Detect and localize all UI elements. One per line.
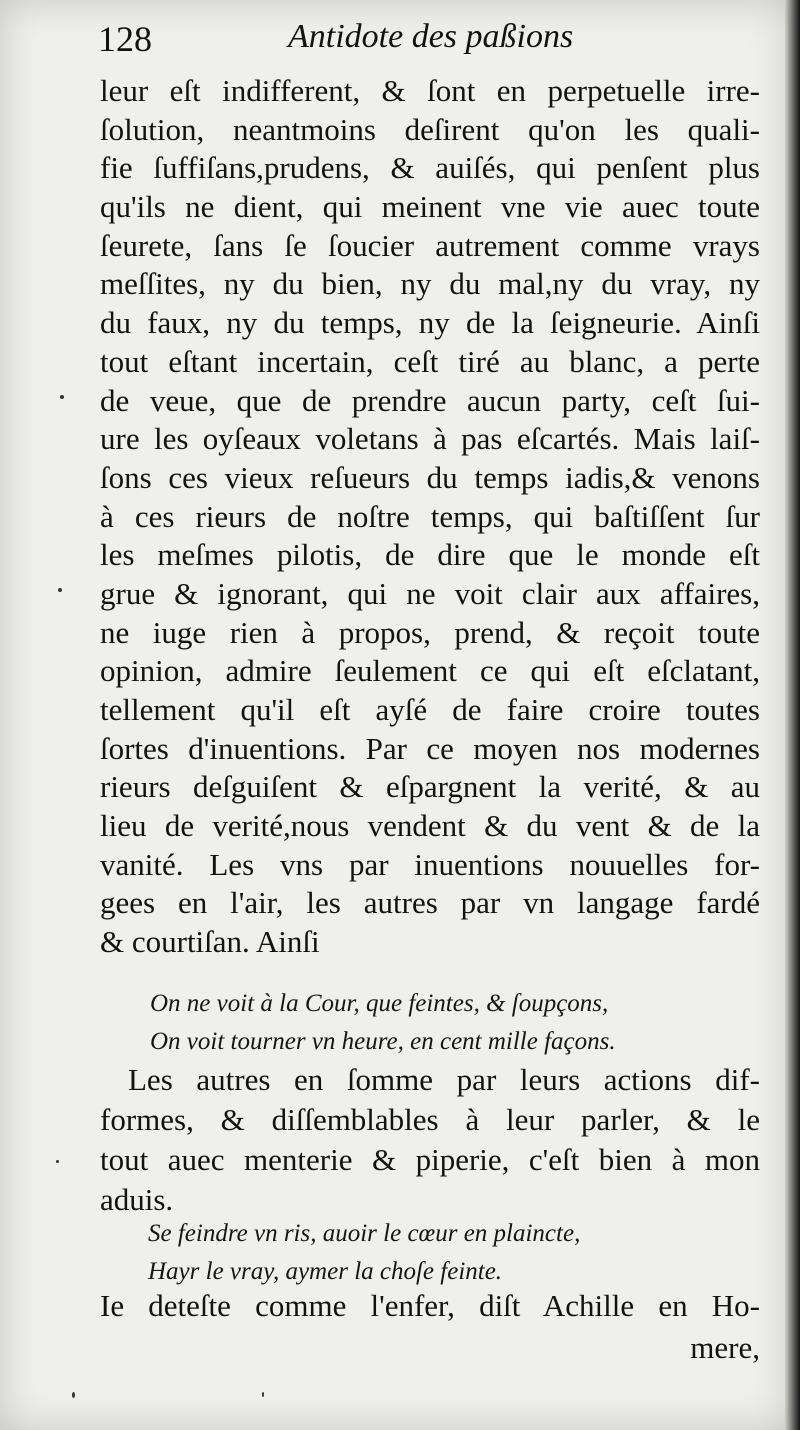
- text-line: à ces rieurs de noſtre temps, qui baſtiſſent ſur: [100, 498, 760, 534]
- page-header: [98, 18, 758, 68]
- text-line: ſortes d'inuentions. Par ce moyen nos modernes: [100, 730, 760, 766]
- text-line: tout eſtant incertain, ceſt tiré au blanc, a perte: [100, 343, 760, 379]
- catchword: mere,: [690, 1330, 760, 1365]
- text-line: aduis.: [100, 1182, 174, 1217]
- main-paragraph: [100, 72, 760, 962]
- text-line: vanité. Les vns par inuentions nouuelles for-: [100, 846, 760, 882]
- text-line: lieu de verité,nous vendent & du vent & de la: [100, 808, 760, 844]
- text-line: de veue, que de prendre aucun party, ceſt ſui-: [100, 382, 760, 418]
- text-line: formes, & diſſemblables à leur parler, & le: [100, 1102, 760, 1137]
- text-line: leur eſt indifferent, & ſont en perpetuelle irre-: [100, 73, 760, 108]
- text-line: & courtiſan. Ainſi: [100, 924, 320, 960]
- text-line: gees en l'air, les autres par vn langage fardé: [100, 885, 760, 921]
- speck: [72, 1392, 75, 1398]
- page-number: 128: [98, 19, 152, 59]
- text-line: rieurs deſguiſent & eſpargnent la verité, & au: [100, 769, 760, 805]
- speck: [60, 395, 64, 399]
- text-line: ure les oyſeaux voletans à pas eſcartés. Mais laiſ-: [100, 421, 760, 457]
- page-edge-shadow: [785, 0, 800, 1430]
- text-line: tellement qu'il eſt ayſé de faire croire toutes: [100, 692, 760, 727]
- text-line: qu'ils ne dient, qui meinent vne vie auec toute: [100, 189, 760, 225]
- text-line: fie ſuffiſans,prudens, & auiſés, qui penſent plus: [100, 150, 760, 186]
- running-title: Antidote des paßions: [288, 18, 574, 55]
- text-line: ſolution, neantmoins deſirent qu'on les quali-: [100, 111, 760, 147]
- verse-line: On ne voit à la Cour, que feintes, & ſoupçons,: [150, 990, 609, 1017]
- text-line: ſons ces vieux reſueurs du temps iadis,& venons: [100, 459, 760, 495]
- verse-line: Se feindre vn ris, auoir le cœur en plaincte,: [148, 1220, 581, 1247]
- second-paragraph: [100, 1060, 760, 1220]
- speck: [56, 1160, 59, 1163]
- text-line: ne iuge rien à propos, prend, & reçoit toute: [100, 614, 760, 650]
- text-line: les meſmes pilotis, de dire que le monde eſt: [100, 537, 760, 573]
- text-line: meſſites, ny du bien, ny du mal,ny du vray, ny: [100, 266, 760, 302]
- verse-line: Hayr le vray, aymer la choſe feinte.: [148, 1258, 503, 1285]
- text-line: tout auec menterie & piperie, c'eſt bien à mon: [100, 1142, 760, 1177]
- third-paragraph: [100, 1285, 760, 1369]
- text-line: grue & ignorant, qui ne voit clair aux affaires,: [100, 575, 760, 611]
- verse-line: On voit tourner vn heure, en cent mille façons.: [150, 1028, 616, 1055]
- text-line: Les autres en ſomme par leurs actions dif-: [128, 1062, 760, 1097]
- speck: [262, 1392, 264, 1397]
- text-line: opinion, admire ſeulement ce qui eſt eſclatant,: [100, 653, 760, 689]
- text-line: du faux, ny du temps, ny de la ſeigneurie. Ainſi: [100, 305, 760, 341]
- speck: [58, 588, 62, 592]
- text-line: Ie deteſte comme l'enfer, diſt Achille en Ho-: [100, 1288, 760, 1323]
- text-line: ſeurete, ſans ſe ſoucier autrement comme vrays: [100, 227, 760, 263]
